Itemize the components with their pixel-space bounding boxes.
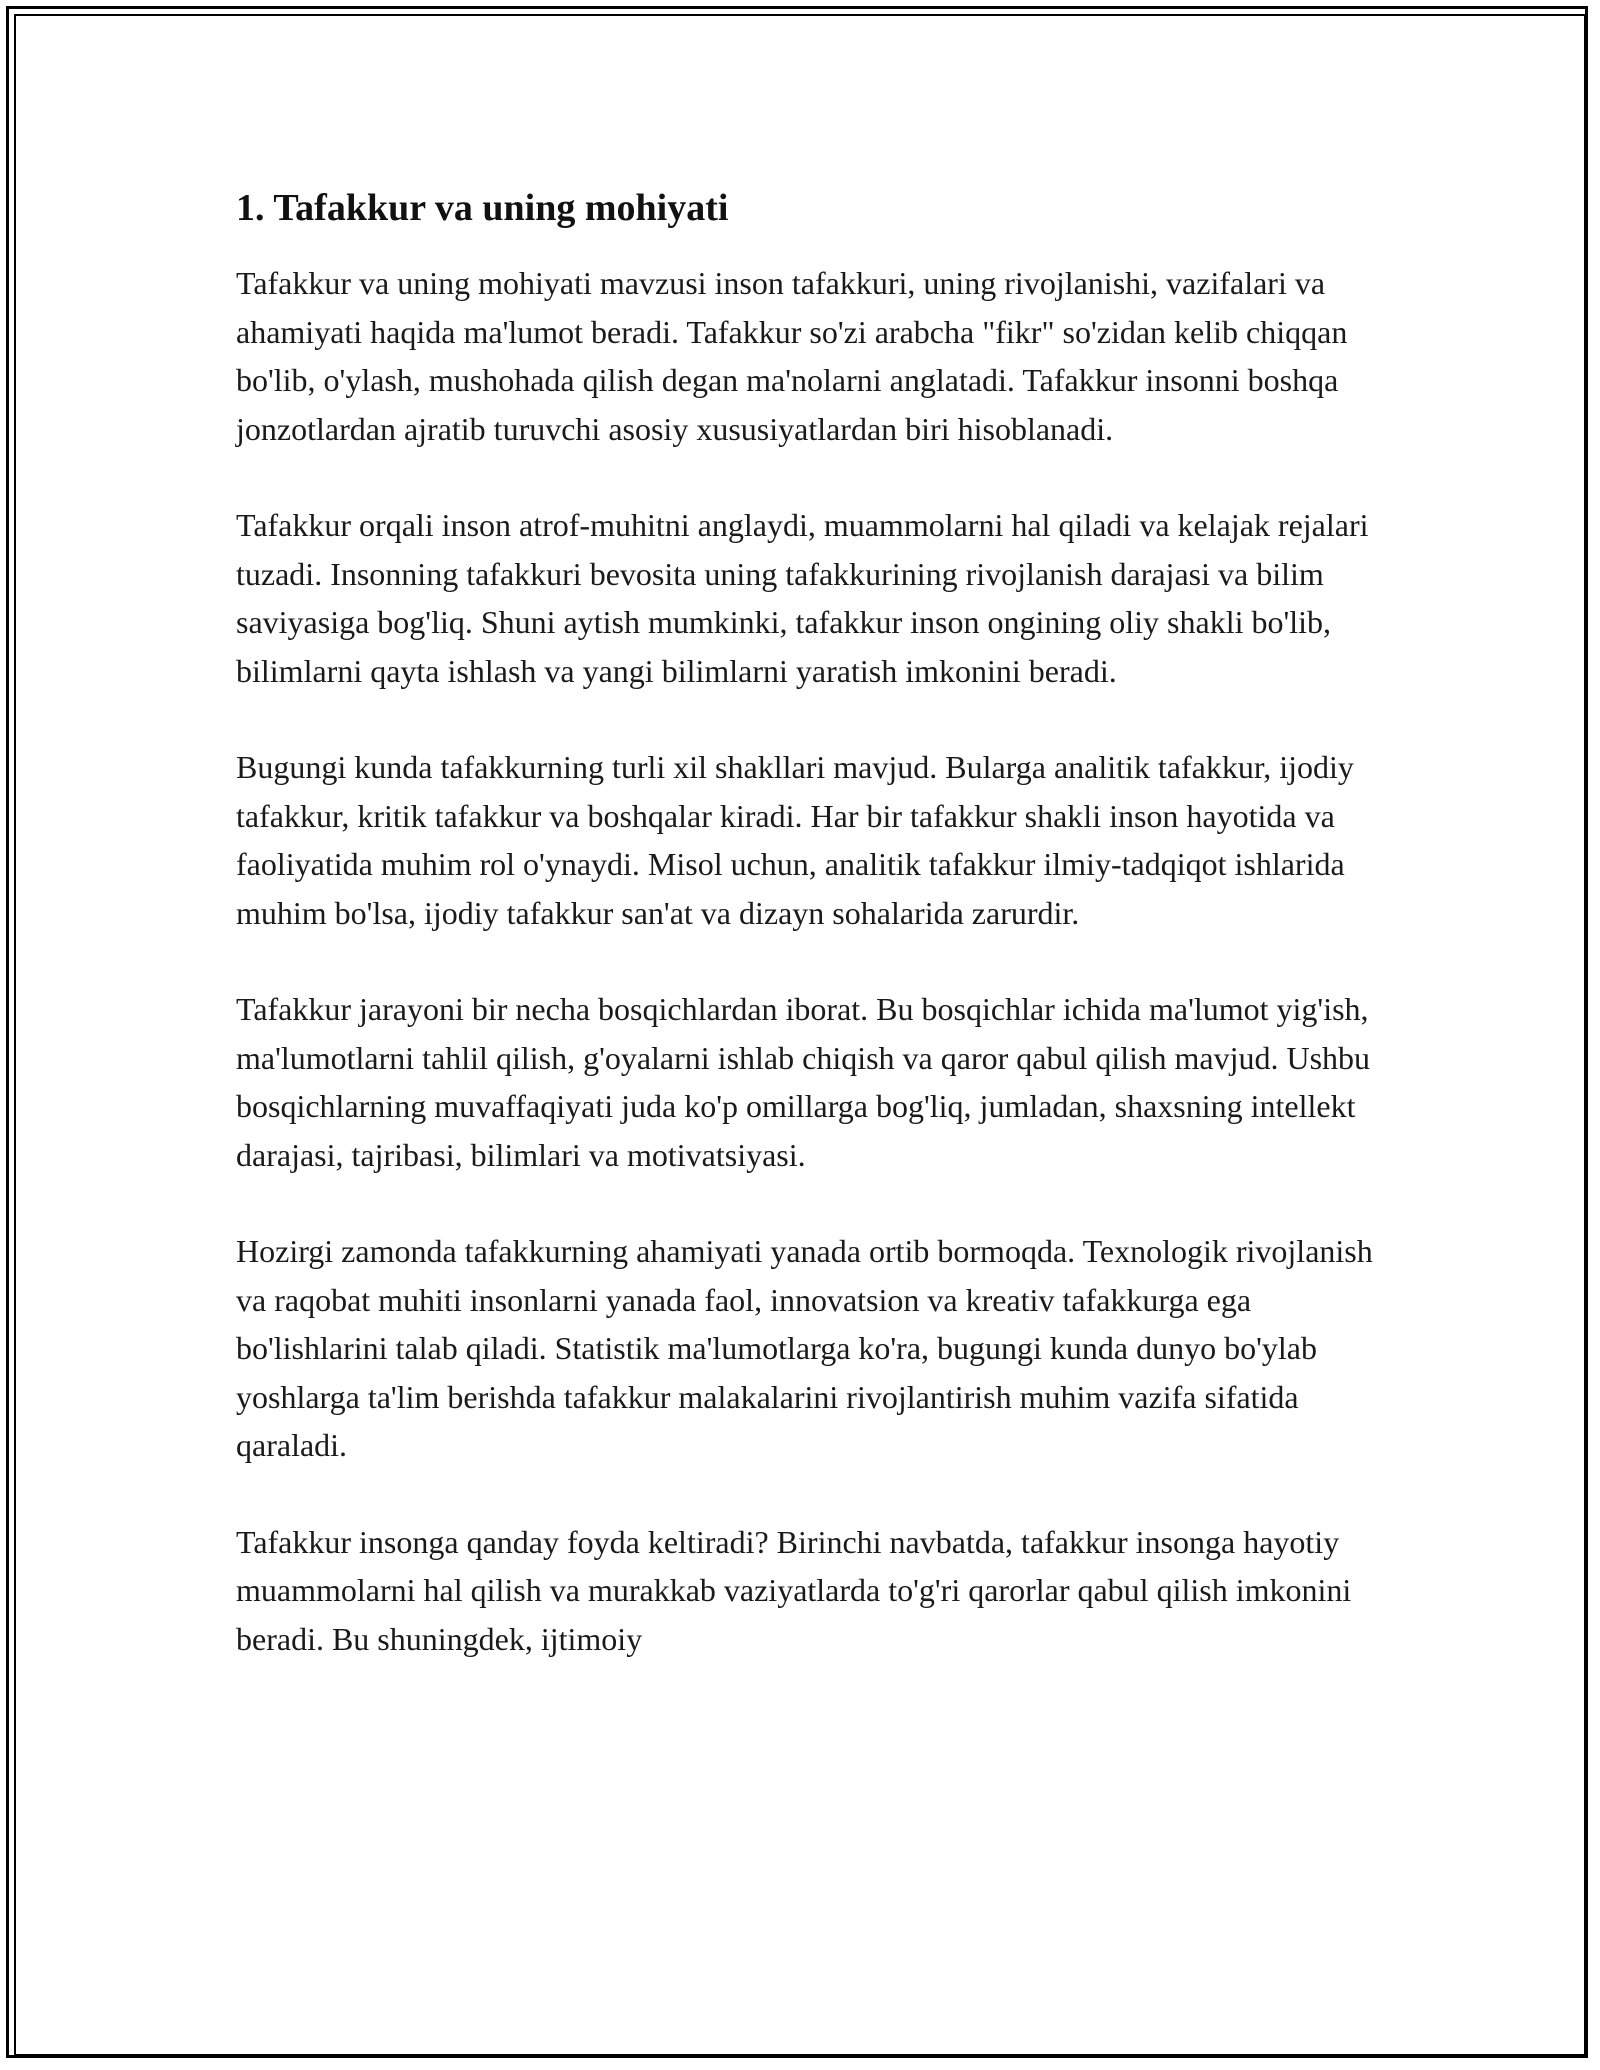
paragraph-2: Tafakkur orqali inson atrof-muhitni anglaydi, muammolarni hal qiladi va kelajak rejalari tuzadi. Insonning tafakkuri bevosita uning tafakkurining rivojlanish darajasi va bilim saviyasiga bog'liq. Shuni aytish mumkinki, tafakkur inson ongining oliy shakli bo'lib, bilimlarni qayta ishlash va yangi bilimlarni yaratish imkonini beradi. (236, 507, 1369, 689)
paragraph-1: Tafakkur va uning mohiyati mavzusi inson tafakkuri, uning rivojlanishi, vazifalari va ahamiyati haqida ma'lumot beradi. Tafakkur so'zi arabcha "fikr" so'zidan kelib chiqqan bo'lib, o'ylash, mushohada qilish degan ma'nolarni anglatadi. Tafakkur insonni boshqa jonzotlardan ajratib turuvchi asosiy xususiyatlardan biri hisoblanadi. (236, 265, 1348, 447)
paragraph-6: Tafakkur insonga qanday foyda keltiradi? Birinchi navbatda, tafakkur insonga hayotiy muammolarni hal qilish va murakkab vaziyatlarda to'g'ri qarorlar qabul qilish imkonini beradi. Bu shuningdek, ijtimoiy (236, 1523, 1352, 1657)
document-body (236, 184, 1376, 1711)
paragraph-5: Hozirgi zamonda tafakkurning ahamiyati yanada ortib bormoqda. Texnologik rivojlanish va raqobat muhiti insonlarni yanada faol, innovatsion va kreativ tafakkurga ega bo'lishlarini talab qiladi. Statistik ma'lumotlarga ko'ra, bugungi kunda dunyo bo'ylab yoshlarga ta'lim berishda tafakkur malakalarini rivojlantirish muhim vazifa sifatida qaraladi. (236, 1233, 1373, 1464)
page-title: 1. Tafakkur va uning mohiyati (236, 187, 729, 229)
paragraph-3: Bugungi kunda tafakkurning turli xil shakllari mavjud. Bularga analitik tafakkur, ijodiy tafakkur, kritik tafakkur va boshqalar kiradi. Har bir tafakkur shakli inson hayotida va faoliyatida muhim rol o'ynaydi. Misol uchun, analitik tafakkur ilmiy-tadqiqot ishlarida muhim bo'lsa, ijodiy tafakkur san'at va dizayn sohalarida zarurdir. (236, 749, 1354, 931)
paragraph-4: Tafakkur jarayoni bir necha bosqichlardan iborat. Bu bosqichlar ichida ma'lumot yig'ish, ma'lumotlarni tahlil qilish, g'oyalarni ishlab chiqish va qaror qabul qilish mavjud. Ushbu bosqichlarning muvaffaqiyati juda ko'p omillarga bog'liq, jumladan, shaxsning intellekt darajasi, tajribasi, bilimlari va motivatsiyasi. (236, 991, 1371, 1173)
